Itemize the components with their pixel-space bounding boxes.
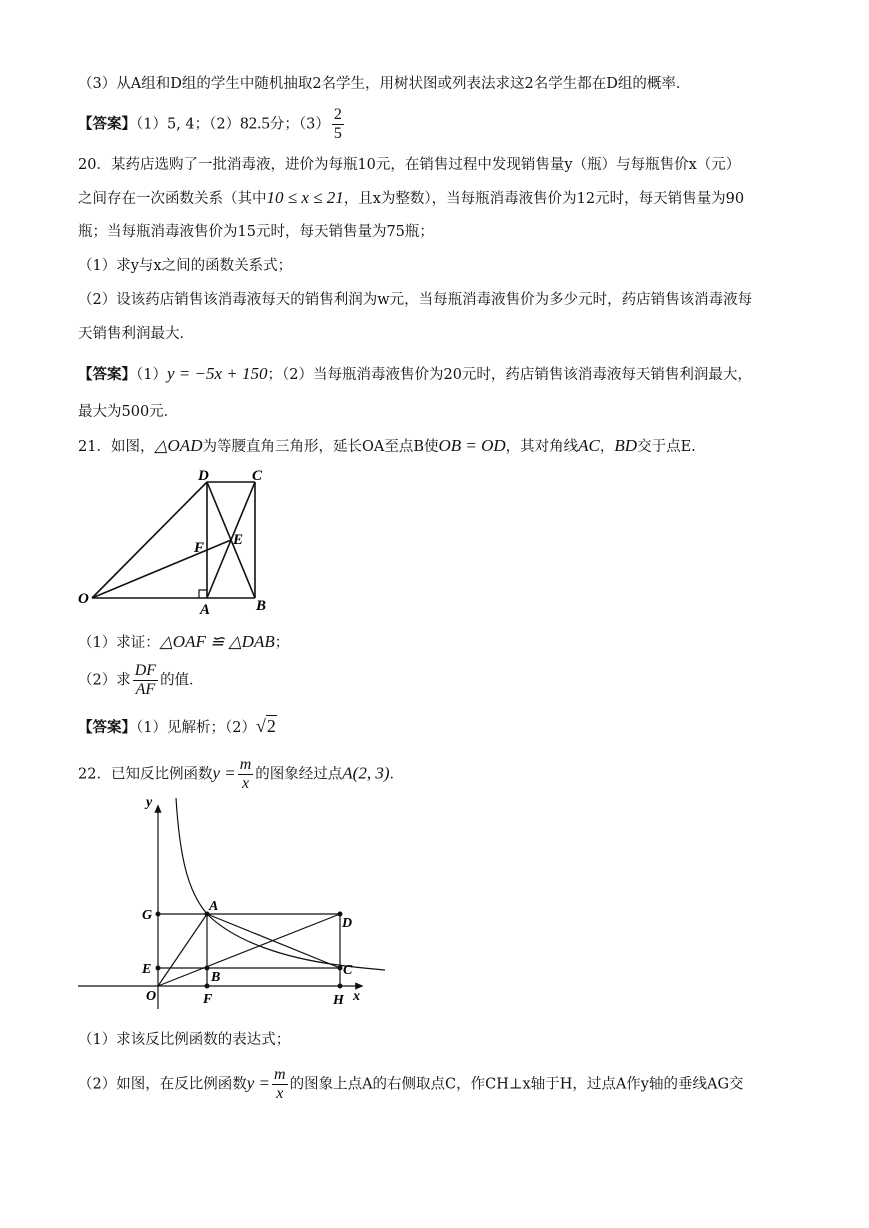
label-g: G [142,908,153,923]
q20-line3: 瓶；当每瓶消毒液售价为15元时，每天销售量为75瓶； [78,224,434,240]
q21-congruence: △OAF ≌ △DAB [159,632,275,651]
label-f: F [194,540,205,556]
fraction-denominator: 5 [333,125,342,142]
answer-score: 82.5 [240,113,270,133]
q21-part1 [78,632,289,653]
right-angle-mark [199,590,207,598]
label-d: D [198,468,209,484]
q22-part2-fraction [272,1066,288,1103]
sqrt-radicand: 2 [266,716,276,736]
q22-text-c: ． [389,766,405,783]
q19-part3: （3）从A组和D组的学生中随机抽取2名学生，用树状图或列表法求这2名学生都在D组的概率． [78,76,691,92]
q21-diagonal-ac: AC [578,436,600,455]
q20-range: 10 ≤ x ≤ 21 [266,188,344,207]
q22-part2-b: 的图象上点A的右侧取点C，作CH⊥x轴于H，过点A作y轴的垂线AG交 [289,1076,744,1093]
q21-part1-b: ； [274,635,290,651]
point-e [156,966,161,971]
label-b: B [211,970,221,985]
q22-function-y: y = [212,763,236,783]
q22-line1 [78,756,404,793]
label-c: C [252,468,263,484]
q22-part2 [78,1066,744,1103]
answer-label: 【答案】 [78,366,136,383]
answer-label: 【答案】 [78,115,136,133]
point-c [338,966,343,971]
q21-part2-a: （2）求 [78,672,131,689]
answer-text-a: （1） [136,367,167,383]
label-h: H [333,993,344,1008]
q20-answer-line2: 最大为500元． [78,404,179,420]
point-b [205,966,210,971]
q20-part2-line1: （2）设该药店销售该消毒液每天的销售利润为w元，当每瓶消毒液售价为多少元时，药店销售该消毒液每 [78,292,753,308]
label-b: B [256,598,267,614]
label-o: O [78,591,89,607]
q21-answer [78,716,277,738]
ratio-numerator: DF [134,662,157,679]
answer-text-b: 分；（3） [269,116,330,133]
q21-part2 [78,662,204,699]
q21-triangle: △OAD [154,436,203,455]
q22-text-a: 22．已知反比例函数 [78,766,213,783]
q21-line1 [78,436,696,457]
answer-text-a: （1）5, 4；（2） [136,116,241,133]
q20-line2-b: ，且x为整数），当每瓶消毒液售价为12元时，每天销售量为90 [343,191,745,207]
fraction-denominator: x [241,775,250,792]
q22-point-a: A(2, 3) [342,763,390,783]
segment-od [92,482,207,598]
segment-oa [158,914,207,986]
answer-text: （1）见解析；（2） [136,720,256,736]
q22-part1: （1）求该反比例函数的表达式； [78,1032,291,1048]
q20-line1: 20．某药店选购了一批消毒液，进价为每瓶10元，在销售过程中发现销售量y（瓶）与每瓶售价x（元） [78,157,741,173]
segment-od [158,914,340,986]
answer-text-b: ；（2）当每瓶消毒液售价为20元时，药店销售该消毒液每天销售利润最大， [267,367,752,383]
label-e: E [142,962,152,977]
label-a: A [200,602,211,618]
fraction-numerator: 2 [333,106,342,123]
label-f: F [203,992,213,1007]
q20-answer [78,364,752,385]
q21-text-d: 交于点E. [637,439,696,455]
fraction-numerator: m [274,1066,286,1083]
q21-part2-b: 的值． [160,672,204,689]
q22-part2-function-y: y = [246,1073,271,1093]
label-e: E [233,532,244,548]
label-x: x [353,989,360,1004]
answer-label: 【答案】 [78,719,136,736]
point-g [156,912,161,917]
q21-equation: OB = OD [438,436,506,455]
q21-diagonal-bd: BD [614,436,638,455]
answer-sqrt: √2 [255,716,276,736]
q21-geometry-figure [70,462,290,622]
q20-part1: （1）求y与x之间的函数关系式； [78,258,293,274]
answer-fraction [332,106,344,143]
q20-line2-a: 之间存在一次函数关系（其中 [78,191,267,207]
q22-fraction [238,756,254,793]
q22-coordinate-figure [70,794,400,1016]
q21-ratio [133,662,158,699]
ratio-denominator: AF [135,681,156,698]
label-o: O [146,989,157,1004]
label-a: A [209,899,219,914]
q19-answer [78,106,346,143]
q21-part1-a: （1）求证： [78,635,160,651]
point-f [205,984,210,989]
q22-part2-a: （2）如图，在反比例函数 [78,1076,247,1093]
point-h [338,984,343,989]
q21-separator: ， [599,439,615,455]
fraction-denominator: x [276,1085,284,1102]
q21-text-c: ，其对角线 [505,439,579,455]
label-d: D [342,916,353,931]
label-c: C [343,963,353,978]
label-y: y [146,795,153,810]
q20-line2 [78,188,744,209]
q21-text-b: 为等腰直角三角形，延长OA至点B使 [202,439,439,455]
q21-text-a: 21．如图， [78,439,155,455]
fraction-numerator: m [239,756,252,773]
q22-text-b: 的图象经过点 [255,766,343,783]
answer-equation: y = −5x + 150 [166,364,268,383]
q20-part2-line2: 天销售利润最大． [78,326,194,342]
